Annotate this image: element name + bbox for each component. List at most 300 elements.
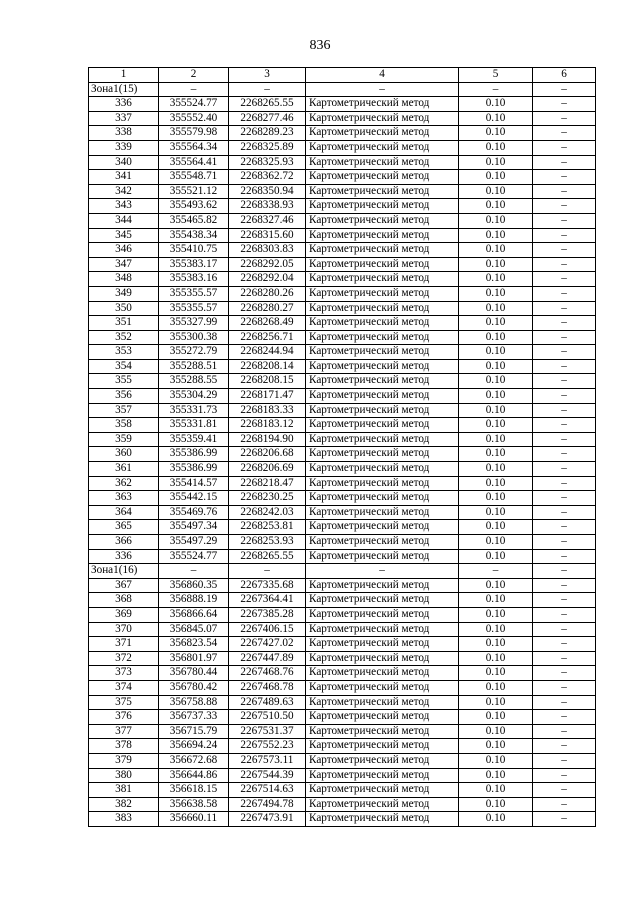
description-cell: – [533, 505, 596, 520]
description-cell: – [533, 257, 596, 272]
method-cell: Картометрический метод [306, 578, 459, 593]
accuracy-cell: 0.10 [459, 447, 533, 462]
method-cell: Картометрический метод [306, 651, 459, 666]
description-cell: – [533, 535, 596, 550]
method-cell: Картометрический метод [306, 286, 459, 301]
table-row [89, 462, 596, 477]
y-coordinate-cell: 2268208.14 [229, 359, 306, 374]
table-row [89, 389, 596, 404]
x-coordinate-cell: 355272.79 [159, 345, 229, 360]
x-coordinate-cell: 355564.41 [159, 155, 229, 170]
accuracy-cell: 0.10 [459, 505, 533, 520]
y-coordinate-cell: 2268292.05 [229, 257, 306, 272]
accuracy-cell: 0.10 [459, 651, 533, 666]
zone-dash-cell: – [229, 564, 306, 579]
y-coordinate-cell: 2268218.47 [229, 476, 306, 491]
table-row [89, 549, 596, 564]
y-coordinate-cell: 2268362.72 [229, 170, 306, 185]
description-cell: – [533, 768, 596, 783]
y-coordinate-cell: 2268206.68 [229, 447, 306, 462]
x-coordinate-cell: 355410.75 [159, 243, 229, 258]
point-number-cell: 349 [89, 286, 159, 301]
header-cell: 6 [533, 68, 596, 83]
table-row [89, 651, 596, 666]
y-coordinate-cell: 2268350.94 [229, 184, 306, 199]
accuracy-cell: 0.10 [459, 126, 533, 141]
zone-dash-cell: – [459, 564, 533, 579]
accuracy-cell: 0.10 [459, 783, 533, 798]
y-coordinate-cell: 2267427.02 [229, 637, 306, 652]
zone-dash-cell: – [459, 82, 533, 97]
point-number-cell: 338 [89, 126, 159, 141]
table-row [89, 316, 596, 331]
method-cell: Картометрический метод [306, 345, 459, 360]
description-cell: – [533, 330, 596, 345]
table-row [89, 97, 596, 112]
accuracy-cell: 0.10 [459, 432, 533, 447]
point-number-cell: 372 [89, 651, 159, 666]
method-cell: Картометрический метод [306, 228, 459, 243]
accuracy-cell: 0.10 [459, 680, 533, 695]
method-cell: Картометрический метод [306, 126, 459, 141]
x-coordinate-cell: 355288.51 [159, 359, 229, 374]
point-number-cell: 352 [89, 330, 159, 345]
accuracy-cell: 0.10 [459, 316, 533, 331]
y-coordinate-cell: 2268265.55 [229, 549, 306, 564]
accuracy-cell: 0.10 [459, 170, 533, 185]
zone-dash-cell: – [159, 564, 229, 579]
method-cell: Картометрический метод [306, 622, 459, 637]
method-cell: Картометрический метод [306, 140, 459, 155]
description-cell: – [533, 622, 596, 637]
y-coordinate-cell: 2268289.23 [229, 126, 306, 141]
point-number-cell: 378 [89, 739, 159, 754]
description-cell: – [533, 97, 596, 112]
point-number-cell: 359 [89, 432, 159, 447]
method-cell: Картометрический метод [306, 447, 459, 462]
y-coordinate-cell: 2268277.46 [229, 111, 306, 126]
x-coordinate-cell: 355304.29 [159, 389, 229, 404]
method-cell: Картометрический метод [306, 476, 459, 491]
table-row [89, 126, 596, 141]
point-number-cell: 347 [89, 257, 159, 272]
x-coordinate-cell: 356638.58 [159, 797, 229, 812]
x-coordinate-cell: 355442.15 [159, 491, 229, 506]
y-coordinate-cell: 2267364.41 [229, 593, 306, 608]
method-cell: Картометрический метод [306, 812, 459, 827]
x-coordinate-cell: 355579.98 [159, 126, 229, 141]
table-row [89, 695, 596, 710]
x-coordinate-cell: 356780.44 [159, 666, 229, 681]
y-coordinate-cell: 2267473.91 [229, 812, 306, 827]
header-cell: 5 [459, 68, 533, 83]
description-cell: – [533, 374, 596, 389]
method-cell: Картометрический метод [306, 199, 459, 214]
table-row [89, 345, 596, 360]
x-coordinate-cell: 356644.86 [159, 768, 229, 783]
zone-dash-cell: – [306, 564, 459, 579]
accuracy-cell: 0.10 [459, 476, 533, 491]
description-cell: – [533, 491, 596, 506]
y-coordinate-cell: 2268253.81 [229, 520, 306, 535]
description-cell: – [533, 111, 596, 126]
table-row [89, 257, 596, 272]
x-coordinate-cell: 355524.77 [159, 549, 229, 564]
x-coordinate-cell: 356715.79 [159, 724, 229, 739]
method-cell: Картометрический метод [306, 607, 459, 622]
table-row [89, 476, 596, 491]
point-number-cell: 381 [89, 783, 159, 798]
point-number-cell: 348 [89, 272, 159, 287]
point-number-cell: 361 [89, 462, 159, 477]
accuracy-cell: 0.10 [459, 462, 533, 477]
method-cell: Картометрический метод [306, 505, 459, 520]
accuracy-cell: 0.10 [459, 418, 533, 433]
table-row [89, 812, 596, 827]
table-row [89, 739, 596, 754]
accuracy-cell: 0.10 [459, 607, 533, 622]
x-coordinate-cell: 356888.19 [159, 593, 229, 608]
zone-dash-cell: – [229, 82, 306, 97]
point-number-cell: 383 [89, 812, 159, 827]
accuracy-cell: 0.10 [459, 272, 533, 287]
accuracy-cell: 0.10 [459, 403, 533, 418]
table-row [89, 403, 596, 418]
description-cell: – [533, 140, 596, 155]
zone-dash-cell: – [533, 564, 596, 579]
y-coordinate-cell: 2268292.04 [229, 272, 306, 287]
description-cell: – [533, 272, 596, 287]
y-coordinate-cell: 2268206.69 [229, 462, 306, 477]
method-cell: Картометрический метод [306, 462, 459, 477]
y-coordinate-cell: 2268256.71 [229, 330, 306, 345]
description-cell: – [533, 724, 596, 739]
zone-dash-cell: – [159, 82, 229, 97]
table-row [89, 710, 596, 725]
point-number-cell: 356 [89, 389, 159, 404]
x-coordinate-cell: 355552.40 [159, 111, 229, 126]
method-cell: Картометрический метод [306, 783, 459, 798]
method-cell: Картометрический метод [306, 535, 459, 550]
x-coordinate-cell: 356823.54 [159, 637, 229, 652]
table-row [89, 140, 596, 155]
method-cell: Картометрический метод [306, 724, 459, 739]
zone-dash-cell: – [306, 82, 459, 97]
y-coordinate-cell: 2268303.83 [229, 243, 306, 258]
y-coordinate-cell: 2267335.68 [229, 578, 306, 593]
table-row [89, 286, 596, 301]
point-number-cell: 342 [89, 184, 159, 199]
description-cell: – [533, 695, 596, 710]
point-number-cell: 369 [89, 607, 159, 622]
y-coordinate-cell: 2267468.76 [229, 666, 306, 681]
x-coordinate-cell: 355331.73 [159, 403, 229, 418]
description-cell: – [533, 301, 596, 316]
accuracy-cell: 0.10 [459, 228, 533, 243]
table-row [89, 330, 596, 345]
accuracy-cell: 0.10 [459, 710, 533, 725]
method-cell: Картометрический метод [306, 418, 459, 433]
point-number-cell: 340 [89, 155, 159, 170]
point-number-cell: 336 [89, 549, 159, 564]
x-coordinate-cell: 356672.68 [159, 753, 229, 768]
method-cell: Картометрический метод [306, 768, 459, 783]
point-number-cell: 370 [89, 622, 159, 637]
zone-dash-cell: – [533, 82, 596, 97]
point-number-cell: 382 [89, 797, 159, 812]
accuracy-cell: 0.10 [459, 140, 533, 155]
accuracy-cell: 0.10 [459, 593, 533, 608]
table-row [89, 622, 596, 637]
y-coordinate-cell: 2268171.47 [229, 389, 306, 404]
y-coordinate-cell: 2267489.63 [229, 695, 306, 710]
table-header [89, 68, 596, 83]
accuracy-cell: 0.10 [459, 753, 533, 768]
y-coordinate-cell: 2268253.93 [229, 535, 306, 550]
description-cell: – [533, 607, 596, 622]
method-cell: Картометрический метод [306, 155, 459, 170]
x-coordinate-cell: 356618.15 [159, 783, 229, 798]
point-number-cell: 374 [89, 680, 159, 695]
table-row [89, 607, 596, 622]
x-coordinate-cell: 355327.99 [159, 316, 229, 331]
header-cell: 2 [159, 68, 229, 83]
accuracy-cell: 0.10 [459, 330, 533, 345]
accuracy-cell: 0.10 [459, 797, 533, 812]
point-number-cell: 339 [89, 140, 159, 155]
x-coordinate-cell: 355497.34 [159, 520, 229, 535]
description-cell: – [533, 389, 596, 404]
point-number-cell: 354 [89, 359, 159, 374]
point-number-cell: 346 [89, 243, 159, 258]
description-cell: – [533, 199, 596, 214]
method-cell: Картометрический метод [306, 316, 459, 331]
method-cell: Картометрический метод [306, 389, 459, 404]
zone-label: Зона1(15) [89, 82, 159, 97]
y-coordinate-cell: 2268230.25 [229, 491, 306, 506]
table-row [89, 213, 596, 228]
table-row [89, 359, 596, 374]
method-cell: Картометрический метод [306, 97, 459, 112]
x-coordinate-cell: 355383.16 [159, 272, 229, 287]
accuracy-cell: 0.10 [459, 213, 533, 228]
point-number-cell: 366 [89, 535, 159, 550]
method-cell: Картометрический метод [306, 491, 459, 506]
method-cell: Картометрический метод [306, 243, 459, 258]
y-coordinate-cell: 2268244.94 [229, 345, 306, 360]
accuracy-cell: 0.10 [459, 257, 533, 272]
y-coordinate-cell: 2268315.60 [229, 228, 306, 243]
y-coordinate-cell: 2268208.15 [229, 374, 306, 389]
point-number-cell: 357 [89, 403, 159, 418]
method-cell: Картометрический метод [306, 637, 459, 652]
y-coordinate-cell: 2268325.93 [229, 155, 306, 170]
description-cell: – [533, 243, 596, 258]
method-cell: Картометрический метод [306, 710, 459, 725]
method-cell: Картометрический метод [306, 184, 459, 199]
description-cell: – [533, 126, 596, 141]
header-row [89, 68, 596, 83]
table-row [89, 505, 596, 520]
y-coordinate-cell: 2268338.93 [229, 199, 306, 214]
point-number-cell: 353 [89, 345, 159, 360]
description-cell: – [533, 783, 596, 798]
point-number-cell: 367 [89, 578, 159, 593]
accuracy-cell: 0.10 [459, 286, 533, 301]
y-coordinate-cell: 2268280.27 [229, 301, 306, 316]
y-coordinate-cell: 2268242.03 [229, 505, 306, 520]
point-number-cell: 362 [89, 476, 159, 491]
x-coordinate-cell: 355355.57 [159, 301, 229, 316]
y-coordinate-cell: 2268183.12 [229, 418, 306, 433]
description-cell: – [533, 710, 596, 725]
y-coordinate-cell: 2267544.39 [229, 768, 306, 783]
table-row [89, 447, 596, 462]
description-cell: – [533, 578, 596, 593]
description-cell: – [533, 753, 596, 768]
table-row [89, 637, 596, 652]
description-cell: – [533, 739, 596, 754]
x-coordinate-cell: 356860.35 [159, 578, 229, 593]
point-number-cell: 368 [89, 593, 159, 608]
header-cell: 4 [306, 68, 459, 83]
description-cell: – [533, 593, 596, 608]
accuracy-cell: 0.10 [459, 155, 533, 170]
point-number-cell: 341 [89, 170, 159, 185]
x-coordinate-cell: 356780.42 [159, 680, 229, 695]
point-number-cell: 363 [89, 491, 159, 506]
x-coordinate-cell: 355469.76 [159, 505, 229, 520]
table-row [89, 593, 596, 608]
point-number-cell: 376 [89, 710, 159, 725]
description-cell: – [533, 462, 596, 477]
method-cell: Картометрический метод [306, 593, 459, 608]
table-row [89, 753, 596, 768]
accuracy-cell: 0.10 [459, 491, 533, 506]
table-row [89, 243, 596, 258]
x-coordinate-cell: 355493.62 [159, 199, 229, 214]
description-cell: – [533, 184, 596, 199]
accuracy-cell: 0.10 [459, 768, 533, 783]
x-coordinate-cell: 356660.11 [159, 812, 229, 827]
method-cell: Картометрический метод [306, 739, 459, 754]
description-cell: – [533, 213, 596, 228]
table-row [89, 272, 596, 287]
point-number-cell: 371 [89, 637, 159, 652]
method-cell: Картометрический метод [306, 753, 459, 768]
table-row [89, 418, 596, 433]
point-number-cell: 377 [89, 724, 159, 739]
x-coordinate-cell: 355386.99 [159, 462, 229, 477]
accuracy-cell: 0.10 [459, 695, 533, 710]
coordinates-table [88, 67, 596, 827]
y-coordinate-cell: 2267531.37 [229, 724, 306, 739]
y-coordinate-cell: 2267406.15 [229, 622, 306, 637]
method-cell: Картометрический метод [306, 213, 459, 228]
accuracy-cell: 0.10 [459, 724, 533, 739]
y-coordinate-cell: 2267385.28 [229, 607, 306, 622]
description-cell: – [533, 520, 596, 535]
point-number-cell: 373 [89, 666, 159, 681]
method-cell: Картометрический метод [306, 549, 459, 564]
x-coordinate-cell: 356694.24 [159, 739, 229, 754]
accuracy-cell: 0.10 [459, 622, 533, 637]
y-coordinate-cell: 2267468.78 [229, 680, 306, 695]
description-cell: – [533, 666, 596, 681]
description-cell: – [533, 418, 596, 433]
description-cell: – [533, 476, 596, 491]
x-coordinate-cell: 356737.33 [159, 710, 229, 725]
x-coordinate-cell: 356845.07 [159, 622, 229, 637]
accuracy-cell: 0.10 [459, 199, 533, 214]
x-coordinate-cell: 355359.41 [159, 432, 229, 447]
x-coordinate-cell: 355564.34 [159, 140, 229, 155]
table-row [89, 374, 596, 389]
zone-label: Зона1(16) [89, 564, 159, 579]
point-number-cell: 358 [89, 418, 159, 433]
point-number-cell: 337 [89, 111, 159, 126]
accuracy-cell: 0.10 [459, 111, 533, 126]
description-cell: – [533, 797, 596, 812]
description-cell: – [533, 637, 596, 652]
method-cell: Картометрический метод [306, 520, 459, 535]
y-coordinate-cell: 2267510.50 [229, 710, 306, 725]
point-number-cell: 360 [89, 447, 159, 462]
point-number-cell: 336 [89, 97, 159, 112]
method-cell: Картометрический метод [306, 374, 459, 389]
x-coordinate-cell: 356866.64 [159, 607, 229, 622]
description-cell: – [533, 432, 596, 447]
table-row [89, 768, 596, 783]
point-number-cell: 350 [89, 301, 159, 316]
accuracy-cell: 0.10 [459, 535, 533, 550]
accuracy-cell: 0.10 [459, 301, 533, 316]
table-body [89, 82, 596, 826]
header-cell: 3 [229, 68, 306, 83]
x-coordinate-cell: 355300.38 [159, 330, 229, 345]
accuracy-cell: 0.10 [459, 243, 533, 258]
point-number-cell: 375 [89, 695, 159, 710]
y-coordinate-cell: 2267447.89 [229, 651, 306, 666]
y-coordinate-cell: 2267494.78 [229, 797, 306, 812]
x-coordinate-cell: 355548.71 [159, 170, 229, 185]
accuracy-cell: 0.10 [459, 97, 533, 112]
y-coordinate-cell: 2268194.90 [229, 432, 306, 447]
zone-row [89, 564, 596, 579]
description-cell: – [533, 155, 596, 170]
accuracy-cell: 0.10 [459, 666, 533, 681]
accuracy-cell: 0.10 [459, 549, 533, 564]
table-row [89, 578, 596, 593]
method-cell: Картометрический метод [306, 680, 459, 695]
accuracy-cell: 0.10 [459, 739, 533, 754]
accuracy-cell: 0.10 [459, 374, 533, 389]
description-cell: – [533, 403, 596, 418]
y-coordinate-cell: 2268280.26 [229, 286, 306, 301]
accuracy-cell: 0.10 [459, 184, 533, 199]
zone-row [89, 82, 596, 97]
description-cell: – [533, 170, 596, 185]
table-row [89, 155, 596, 170]
x-coordinate-cell: 355386.99 [159, 447, 229, 462]
y-coordinate-cell: 2267514.63 [229, 783, 306, 798]
accuracy-cell: 0.10 [459, 520, 533, 535]
description-cell: – [533, 651, 596, 666]
table-row [89, 666, 596, 681]
description-cell: – [533, 316, 596, 331]
table-row [89, 783, 596, 798]
accuracy-cell: 0.10 [459, 389, 533, 404]
